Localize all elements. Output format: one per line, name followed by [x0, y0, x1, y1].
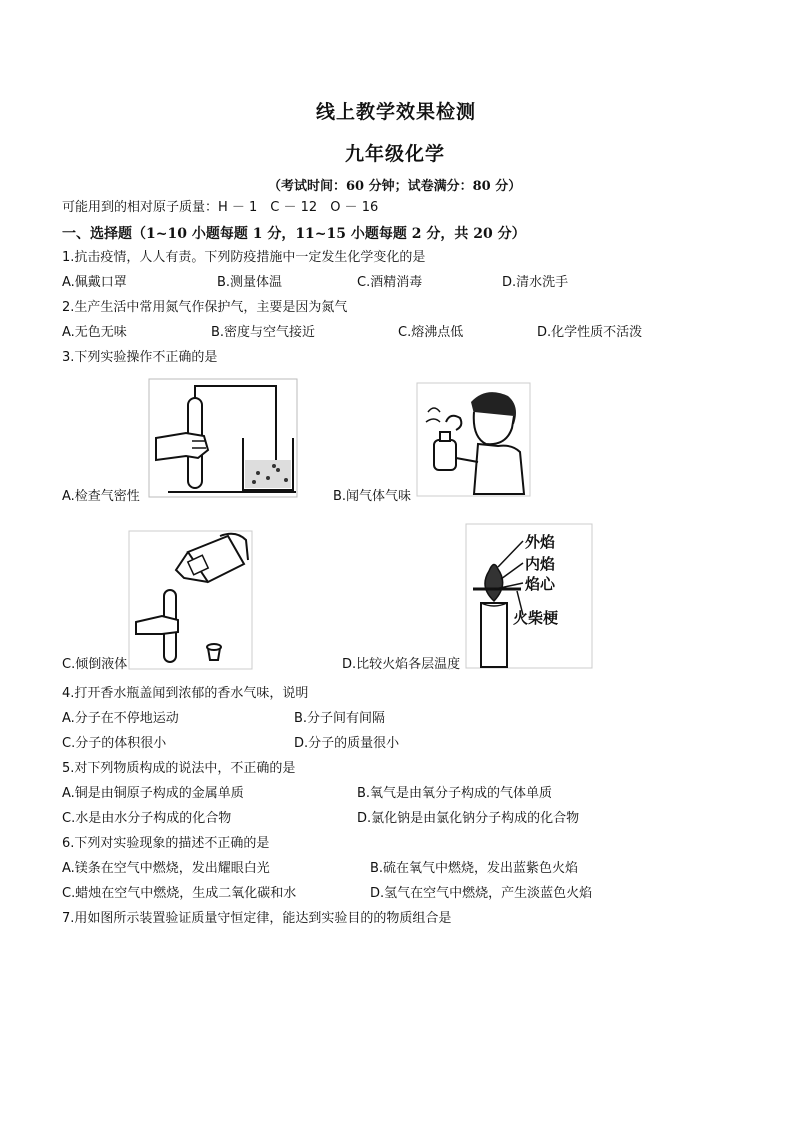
question-6-option-a: A.镁条在空气中燃烧，发出耀眼白光 [62, 861, 270, 876]
question-5-stem: 5.对下列物质构成的说法中，不正确的是 [62, 761, 296, 776]
question-3-option-c: C.倾倒液体 [62, 657, 128, 672]
question-6-option-b: B.硫在氧气中燃烧，发出蓝紫色火焰 [370, 861, 579, 876]
figure-airtightness-check [148, 378, 298, 498]
question-5-option-c: C.水是由水分子构成的化合物 [62, 811, 232, 826]
question-1-option-b: B.测量体温 [217, 275, 283, 290]
section-heading: 一、选择题（1~10 小题每题 1 分，11~15 小题每题 2 分，共 20 分） [62, 226, 526, 242]
flame-label-outer: 外焰 [525, 533, 556, 551]
question-6-option-d: D.氢气在空气中燃烧，产生淡蓝色火焰 [370, 886, 593, 901]
flame-label-matchstick: 火柴梗 [513, 609, 559, 627]
atomic-mass-note: 可能用到的相对原子质量：H － 1 C － 12 O － 16 [62, 200, 379, 215]
question-2-option-d: D.化学性质不活泼 [537, 325, 643, 340]
exam-subtitle: 九年级化学 [345, 143, 446, 165]
question-5-option-d: D.氯化钠是由氯化钠分子构成的化合物 [357, 811, 580, 826]
question-3-option-a: A.检查气密性 [62, 489, 140, 504]
question-4-stem: 4.打开香水瓶盖闻到浓郁的香水气味，说明 [62, 686, 309, 701]
question-6-option-c: C.蜡烛在空气中燃烧，生成二氧化碳和水 [62, 886, 297, 901]
flame-label-inner: 内焰 [525, 555, 556, 573]
figure-smelling-gas [416, 382, 531, 497]
figure-pouring-liquid [128, 530, 253, 670]
question-4-option-a: A.分子在不停地运动 [62, 711, 179, 726]
question-1-option-c: C.酒精消毒 [357, 275, 423, 290]
question-5-option-a: A.铜是由铜原子构成的金属单质 [62, 786, 244, 801]
question-3-option-d: D.比较火焰各层温度 [342, 657, 461, 672]
question-1-option-d: D.清水洗手 [502, 275, 569, 290]
flame-label-core: 焰心 [525, 575, 556, 593]
question-5-option-b: B.氧气是由氧分子构成的气体单质 [357, 786, 553, 801]
question-4-option-c: C.分子的体积很小 [62, 736, 167, 751]
question-4-option-d: D.分子的质量很小 [294, 736, 400, 751]
question-7-stem: 7.用如图所示装置验证质量守恒定律，能达到实验目的的物质组合是 [62, 911, 452, 926]
figure-flame-layers [465, 523, 593, 669]
question-2-option-a: A.无色无味 [62, 325, 127, 340]
question-1-stem: 1.抗击疫情，人人有责。下列防疫措施中一定发生化学变化的是 [62, 250, 426, 265]
question-6-stem: 6.下列对实验现象的描述不正确的是 [62, 836, 270, 851]
exam-info: （考试时间：60 分钟；试卷满分：80 分） [268, 179, 522, 194]
question-2-option-b: B.密度与空气接近 [211, 325, 316, 340]
question-4-option-b: B.分子间有间隔 [294, 711, 386, 726]
question-2-stem: 2.生产生活中常用氮气作保护气，主要是因为氮气 [62, 300, 348, 315]
exam-title: 线上教学效果检测 [316, 101, 477, 123]
question-3-stem: 3.下列实验操作不正确的是 [62, 350, 218, 365]
question-3-option-b: B.闻气体气味 [333, 489, 412, 504]
question-1-option-a: A.佩戴口罩 [62, 275, 127, 290]
question-2-option-c: C.熔沸点低 [398, 325, 464, 340]
